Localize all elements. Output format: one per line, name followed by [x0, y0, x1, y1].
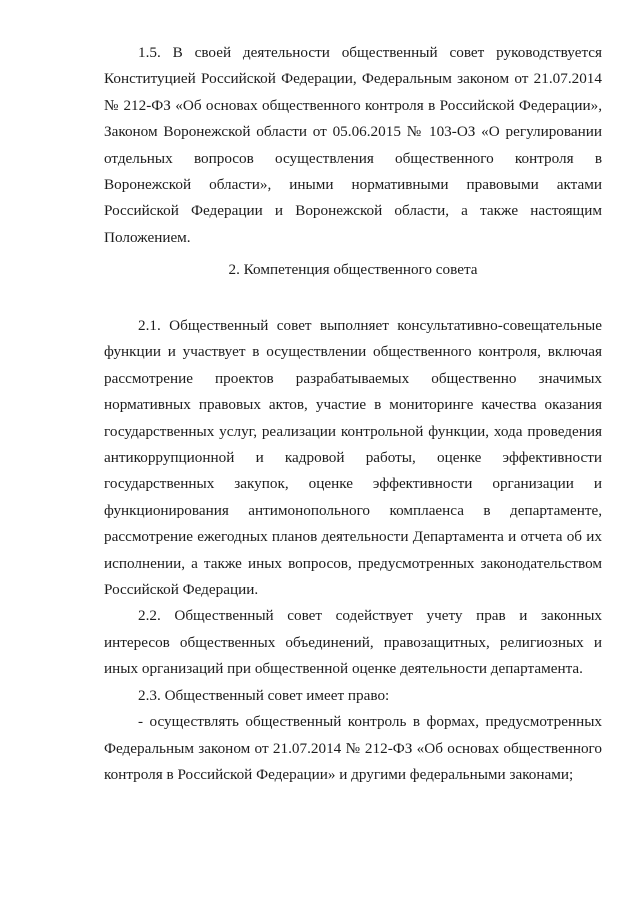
section-2-block	[104, 313, 602, 788]
section-2-heading: 2. Компетенция общественного совета	[228, 261, 478, 278]
paragraph-2-3: 2.3. Общественный совет имеет право:	[138, 686, 390, 704]
paragraph-1-5: 1.5. В своей деятельности общественный совет руководствуется Конституцией Российской Федерации, Федеральным законом от 21.07.2014 № 212-ФЗ «Об основах общественного контроля в Российской Федерации», Законом Воронежской области от 05.06.2015 № 103-ОЗ «О регулировании отдельных вопросов осуществления общественного контроля в Воронежской области», иными нормативными правовыми актами Российской Федерации и Воронежской области, а также настоящим Положением.	[104, 44, 602, 246]
paragraph-2-2: 2.2. Общественный совет содействует учету прав и законных интересов общественных объединений, правозащитных, религиозных и иных организаций при общественной оценке деятельности департамента.	[104, 607, 602, 678]
paragraph-2-1: 2.1. Общественный совет выполняет консультативно-совещательные функции и участвует в осуществлении общественного контроля, включая рассмотрение проектов разрабатываемых общественно значимых нормативных правовых актов, участие в мониторинге качества оказания государственных услуг, реализации контрольной функции, хода проведения антикоррупционной и кадровой работы, оценке эффективности государственных закупок, оценке эффективности организации и функционирования антимонопольного комплаенса в департаменте, рассмотрение ежегодных планов деятельности Департамента и отчета об их исполнении, а также иных вопросов, предусмотренных законодательством Российской Федерации.	[104, 317, 602, 599]
paragraph-2-3-item-1: - осуществлять общественный контроль в формах, предусмотренных Федеральным законом от 21.07.2014 № 212-ФЗ «Об основах общественного контроля в Российской Федерации» и другими федеральными законами;	[104, 713, 602, 783]
section-1-block	[104, 40, 602, 251]
